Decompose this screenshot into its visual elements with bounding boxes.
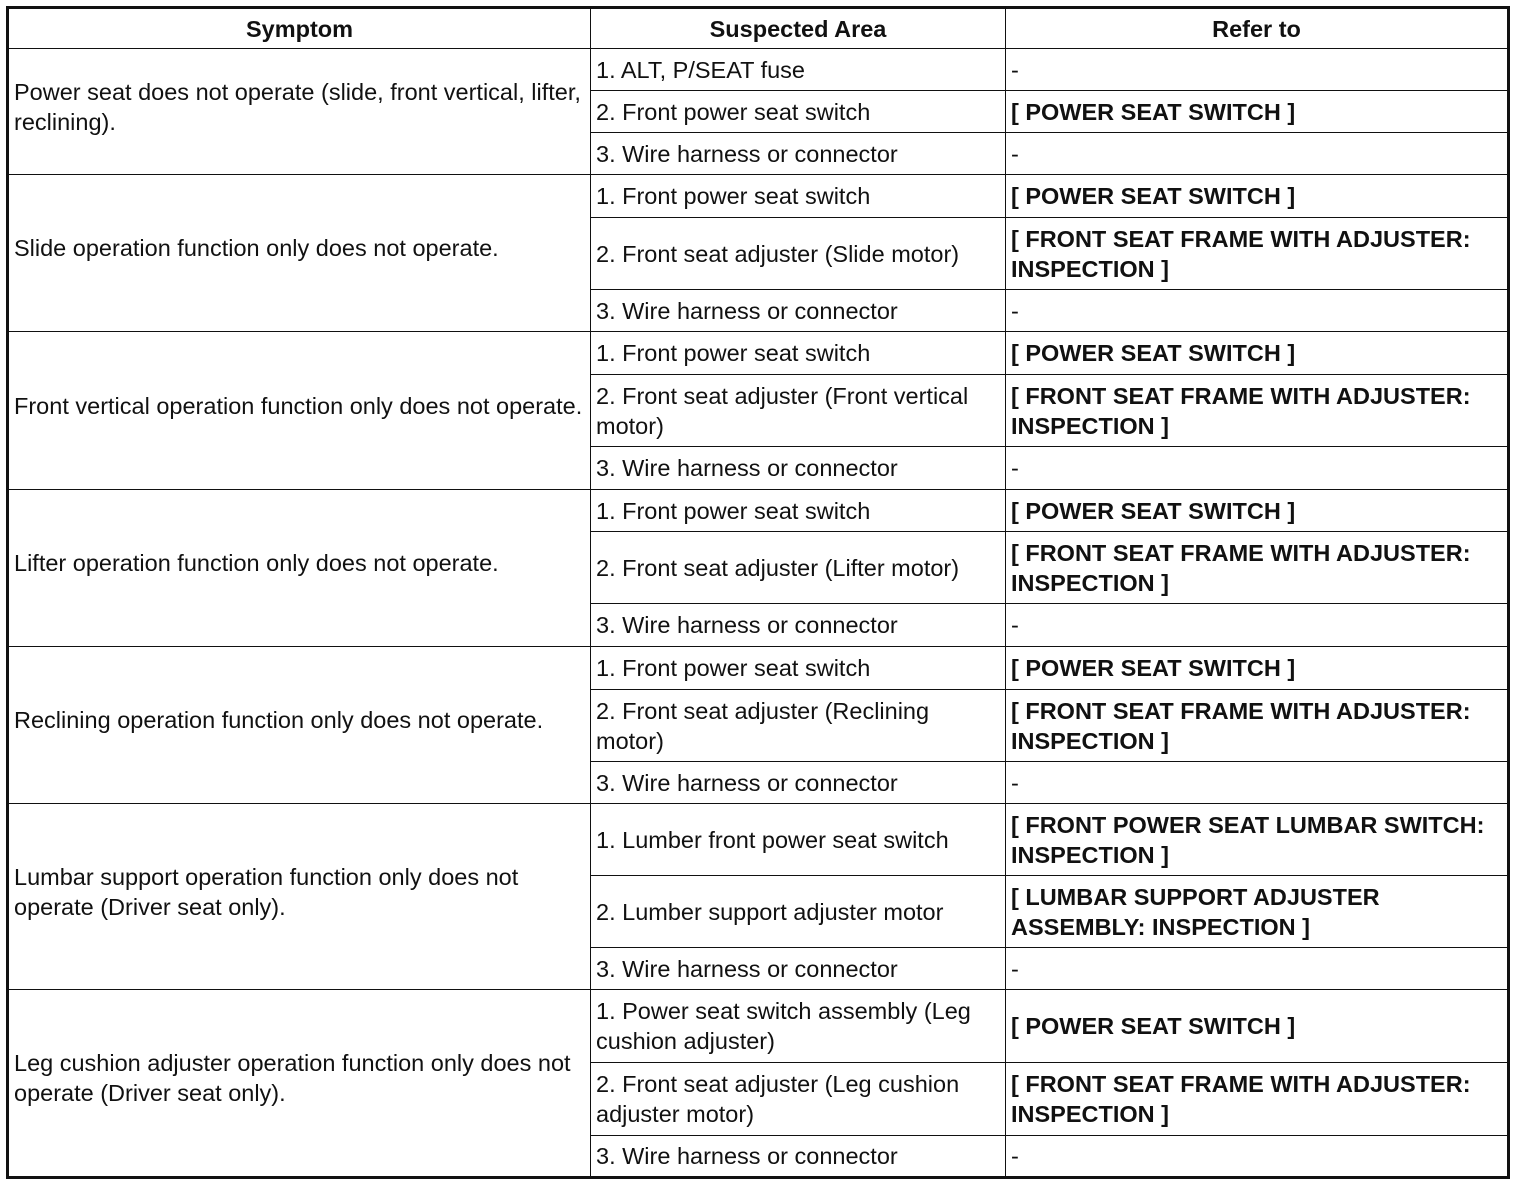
header-row [8, 8, 1509, 49]
suspected-area-cell: 3. Wire harness or connector [591, 948, 1006, 990]
suspected-area-cell: 1. Front power seat switch [591, 332, 1006, 375]
refer-to-link[interactable]: [ LUMBAR SUPPORT ADJUSTER ASSEMBLY: INSPECTION ] [1006, 876, 1509, 948]
refer-to-link[interactable]: [ POWER SEAT SWITCH ] [1006, 332, 1509, 375]
table-row [8, 332, 1509, 375]
table-row [8, 804, 1509, 876]
refer-to-link[interactable]: [ FRONT SEAT FRAME WITH ADJUSTER: INSPECTION ] [1006, 532, 1509, 604]
table-row [8, 49, 1509, 91]
table-row [8, 490, 1509, 532]
suspected-area-cell: 3. Wire harness or connector [591, 1136, 1006, 1178]
suspected-area-cell: 2. Front seat adjuster (Leg cushion adjuster motor) [591, 1063, 1006, 1136]
table-row [8, 990, 1509, 1063]
refer-to-link[interactable]: [ FRONT SEAT FRAME WITH ADJUSTER: INSPECTION ] [1006, 375, 1509, 447]
suspected-area-cell: 3. Wire harness or connector [591, 604, 1006, 647]
suspected-area-cell: 1. Power seat switch assembly (Leg cushion adjuster) [591, 990, 1006, 1063]
suspected-area-cell: 2. Front seat adjuster (Slide motor) [591, 218, 1006, 290]
refer-to-link[interactable]: [ FRONT POWER SEAT LUMBAR SWITCH: INSPECTION ] [1006, 804, 1509, 876]
symptom-cell: Slide operation function only does not operate. [8, 175, 591, 332]
symptom-cell: Leg cushion adjuster operation function only does not operate (Driver seat only). [8, 990, 591, 1178]
refer-to-link[interactable]: [ FRONT SEAT FRAME WITH ADJUSTER: INSPECTION ] [1006, 690, 1509, 762]
symptom-cell: Reclining operation function only does not operate. [8, 647, 591, 804]
table-row [8, 175, 1509, 218]
suspected-area-cell: 2. Lumber support adjuster motor [591, 876, 1006, 948]
suspected-area-cell: 3. Wire harness or connector [591, 133, 1006, 175]
refer-to-link[interactable]: [ POWER SEAT SWITCH ] [1006, 990, 1509, 1063]
suspected-area-cell: 1. ALT, P/SEAT fuse [591, 49, 1006, 91]
refer-to-link[interactable]: [ FRONT SEAT FRAME WITH ADJUSTER: INSPECTION ] [1006, 1063, 1509, 1136]
refer-to-link[interactable]: [ POWER SEAT SWITCH ] [1006, 175, 1509, 218]
refer-to-cell: - [1006, 762, 1509, 804]
refer-to-cell: - [1006, 1136, 1509, 1178]
symptom-cell: Power seat does not operate (slide, front vertical, lifter, reclining). [8, 49, 591, 175]
table-body [8, 49, 1509, 1178]
suspected-area-cell: 2. Front seat adjuster (Front vertical motor) [591, 375, 1006, 447]
refer-to-link[interactable]: [ POWER SEAT SWITCH ] [1006, 490, 1509, 532]
suspected-area-cell: 2. Front seat adjuster (Lifter motor) [591, 532, 1006, 604]
suspected-area-cell: 2. Front power seat switch [591, 91, 1006, 133]
suspected-area-cell: 3. Wire harness or connector [591, 447, 1006, 490]
table-row [8, 647, 1509, 690]
header-refer-to: Refer to [1006, 8, 1509, 49]
symptom-cell: Lifter operation function only does not operate. [8, 490, 591, 647]
suspected-area-cell: 1. Lumber front power seat switch [591, 804, 1006, 876]
refer-to-cell: - [1006, 290, 1509, 332]
refer-to-link[interactable]: [ POWER SEAT SWITCH ] [1006, 91, 1509, 133]
suspected-area-cell: 1. Front power seat switch [591, 490, 1006, 532]
symptom-cell: Lumbar support operation function only does not operate (Driver seat only). [8, 804, 591, 990]
suspected-area-cell: 1. Front power seat switch [591, 647, 1006, 690]
suspected-area-cell: 2. Front seat adjuster (Reclining motor) [591, 690, 1006, 762]
refer-to-link[interactable]: [ FRONT SEAT FRAME WITH ADJUSTER: INSPECTION ] [1006, 218, 1509, 290]
refer-to-cell: - [1006, 447, 1509, 490]
suspected-area-cell: 3. Wire harness or connector [591, 290, 1006, 332]
suspected-area-cell: 1. Front power seat switch [591, 175, 1006, 218]
diagnostic-table [6, 6, 1510, 1179]
refer-to-cell: - [1006, 133, 1509, 175]
header-suspected-area: Suspected Area [591, 8, 1006, 49]
refer-to-cell: - [1006, 604, 1509, 647]
refer-to-cell: - [1006, 49, 1509, 91]
suspected-area-cell: 3. Wire harness or connector [591, 762, 1006, 804]
header-symptom: Symptom [8, 8, 591, 49]
refer-to-cell: - [1006, 948, 1509, 990]
refer-to-link[interactable]: [ POWER SEAT SWITCH ] [1006, 647, 1509, 690]
symptom-cell: Front vertical operation function only does not operate. [8, 332, 591, 490]
